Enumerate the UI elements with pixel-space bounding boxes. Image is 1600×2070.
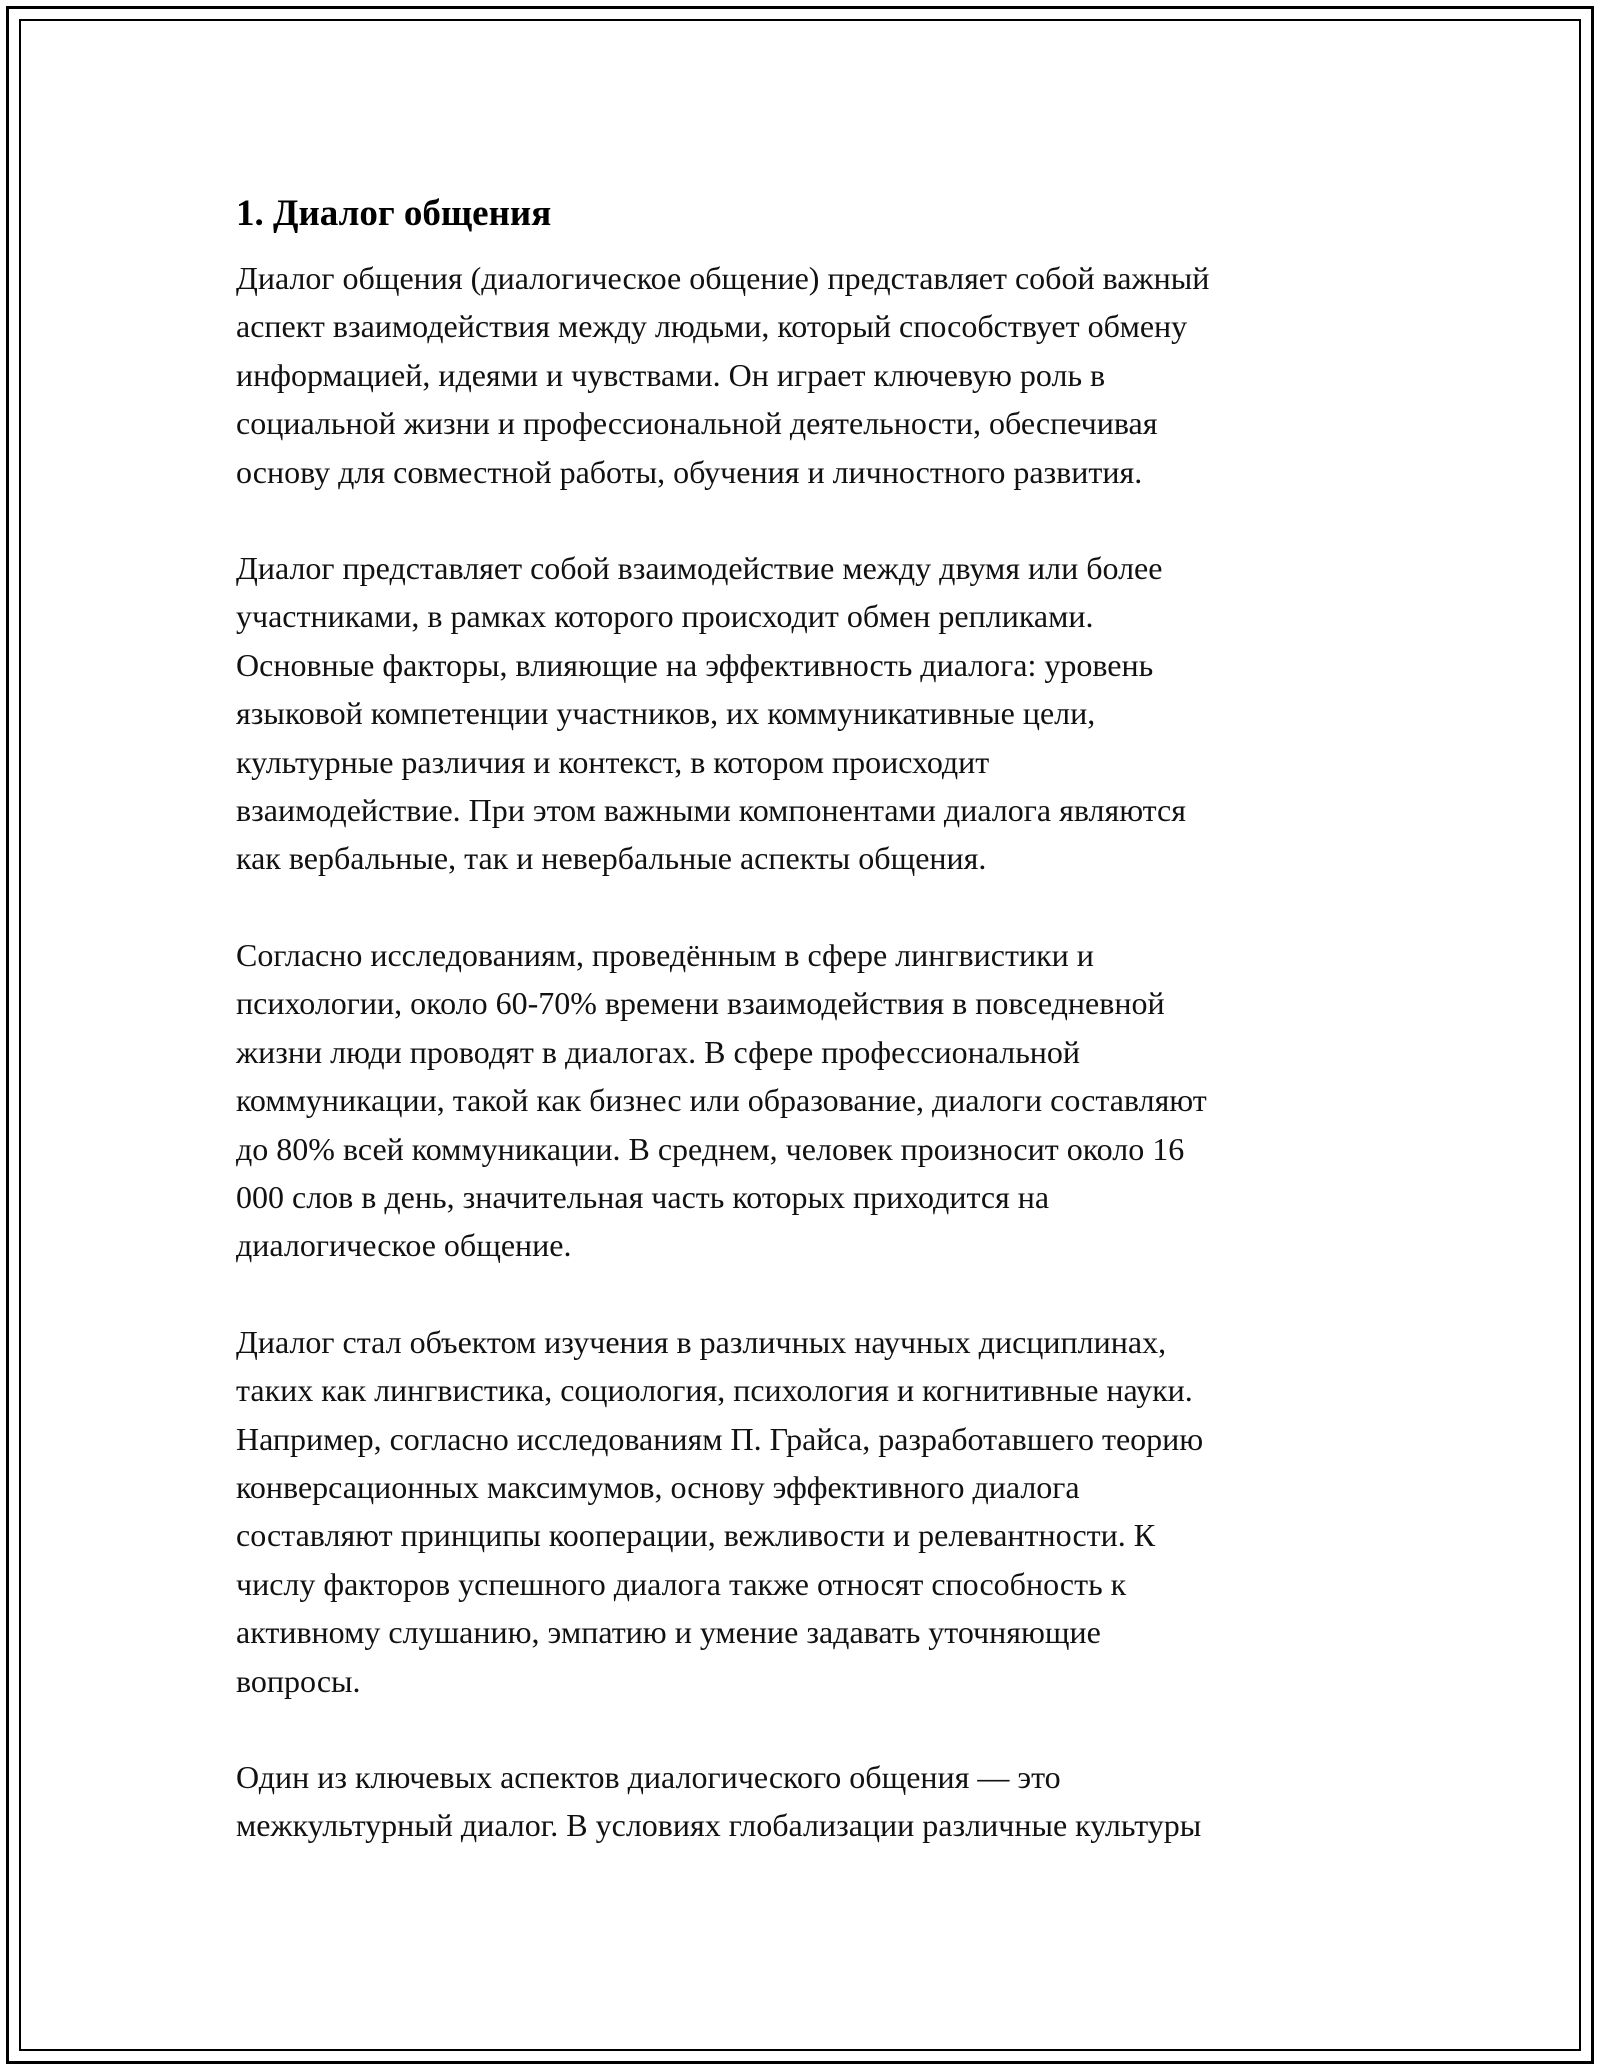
document-body: [236, 186, 1366, 1898]
paragraph-definition: Диалог представляет собой взаимодействие между двумя или более участниками, в рамках которого происходит обмен репликами. Основные факторы, влияющие на эффективность диалога: уровень языковой компетенции участников, их коммуникативные цели, культурные различия и контекст, в котором происходит взаимодействие. При этом важными компонентами диалога являются как вербальные, так и невербальные аспекты общения.: [236, 550, 1186, 877]
paragraph-intercultural: Один из ключевых аспектов диалогического общения — это межкультурный диалог. В условиях глобализации различные культуры: [236, 1758, 1202, 1844]
paragraph-statistics: Согласно исследованиям, проведённым в сфере лингвистики и психологии, около 60-70% времени взаимодействия в повседневной жизни люди проводят в диалогах. В сфере профессиональной коммуникации, такой как бизнес или образование, диалоги составляют до 80% всей коммуникации. В среднем, человек произносит около 16 000 слов в день, значительная часть которых приходится на диалогическое общение.: [236, 936, 1207, 1264]
paragraph-intro: Диалог общения (диалогическое общение) представляет собой важный аспект взаимодействия между людьми, который способствует обмену информацией, идеями и чувствами. Он играет ключевую роль в социальной жизни и профессиональной деятельности, обеспечивая основу для совместной работы, обучения и личностного развития.: [236, 260, 1210, 490]
paragraph-research: Диалог стал объектом изучения в различных научных дисциплинах, таких как лингвистика, социология, психология и когнитивные науки. Например, согласно исследованиям П. Грайса, разработавшего теорию конверсационных максимумов, основу эффективного диалога составляют принципы кооперации, вежливости и релевантности. К числу факторов успешного диалога также относят способность к активному слушанию, эмпатию и умение задавать уточняющие вопросы.: [236, 1323, 1204, 1699]
section-heading: 1. Диалог общения: [236, 193, 552, 234]
